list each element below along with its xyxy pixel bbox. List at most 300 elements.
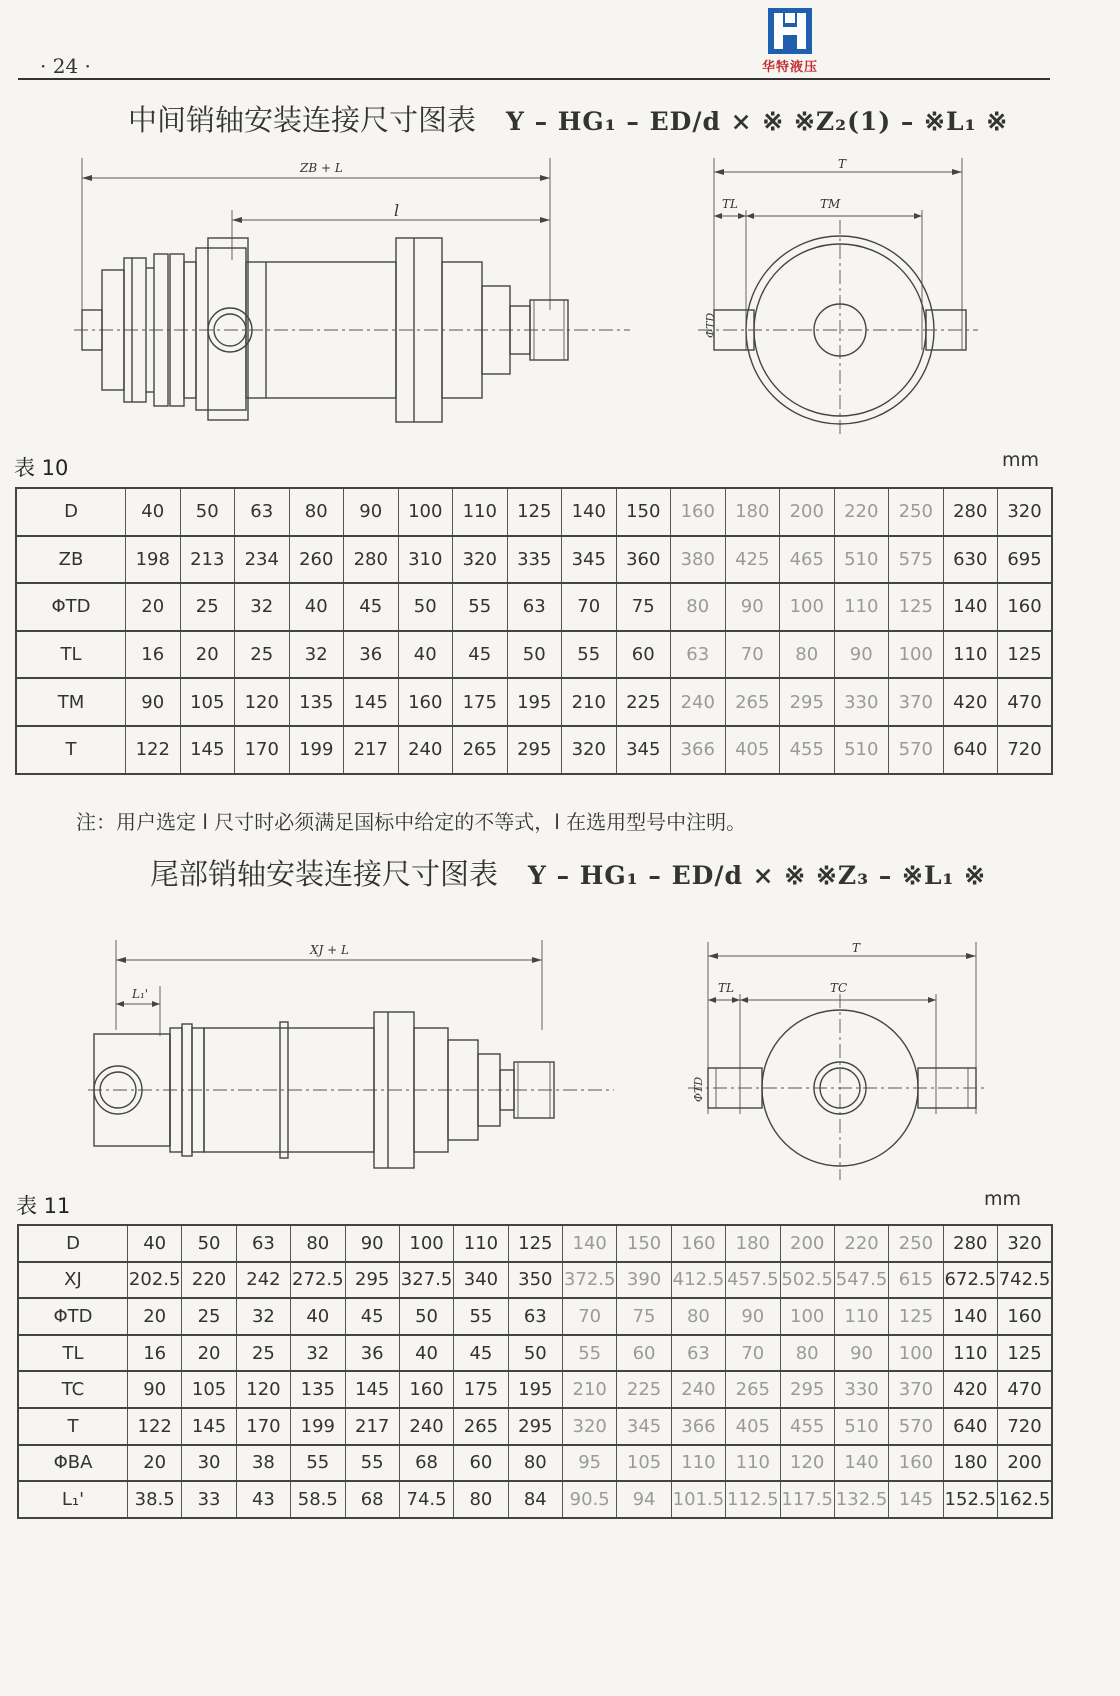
table-cell: 125 [998, 1335, 1053, 1372]
logo-text: 华特液压 [761, 60, 818, 75]
table-cell: 40 [289, 583, 344, 631]
table-cell: 420 [943, 1371, 997, 1408]
table-cell: 80 [508, 1445, 562, 1482]
table-cell: 32 [236, 1298, 290, 1335]
table-cell: 120 [780, 1445, 834, 1482]
table-cell: 25 [182, 1298, 236, 1335]
table-cell: 45 [454, 1335, 508, 1372]
table-cell: 63 [671, 631, 726, 679]
table-cell: 234 [235, 536, 290, 584]
table-cell: 210 [562, 678, 617, 726]
table-cell: 225 [616, 678, 671, 726]
table-cell: 240 [398, 726, 453, 774]
table-cell: 160 [398, 678, 453, 726]
table-cell: 280 [344, 536, 399, 584]
table-cell: 412.5 [671, 1262, 725, 1299]
table-cell: 320 [562, 726, 617, 774]
table-cell: 38 [236, 1445, 290, 1482]
table-cell: 55 [454, 1298, 508, 1335]
table-cell: 170 [235, 726, 290, 774]
table-cell: 320 [998, 488, 1053, 536]
table-cell: 213 [180, 536, 235, 584]
table-row [18, 1371, 1052, 1408]
table-cell: 32 [235, 583, 290, 631]
table-cell: 198 [126, 536, 181, 584]
table-cell: 340 [454, 1262, 508, 1299]
table-cell: 117.5 [780, 1481, 834, 1518]
row-header: XJ [18, 1262, 128, 1299]
table-cell: 100 [889, 631, 944, 679]
table-cell: 345 [562, 536, 617, 584]
table-cell: 63 [236, 1225, 290, 1262]
table10 [15, 487, 1053, 775]
table-cell: 470 [998, 1371, 1053, 1408]
table-cell: 50 [182, 1225, 236, 1262]
table-cell: 695 [998, 536, 1053, 584]
table-cell: 100 [399, 1225, 453, 1262]
dim-l-label: l [394, 201, 400, 220]
table-cell: 160 [889, 1445, 943, 1482]
table-cell: 470 [998, 678, 1053, 726]
table-cell: 310 [398, 536, 453, 584]
table-cell: 366 [671, 726, 726, 774]
table-cell: 160 [671, 488, 726, 536]
table-cell: 180 [943, 1445, 997, 1482]
table-cell: 200 [780, 1225, 834, 1262]
table-cell: 200 [780, 488, 835, 536]
table-cell: 510 [834, 1408, 888, 1445]
table-cell: 320 [998, 1225, 1053, 1262]
table-cell: 640 [943, 726, 998, 774]
table-cell: 20 [128, 1298, 182, 1335]
table-cell: 132.5 [834, 1481, 888, 1518]
table-cell: 160 [671, 1225, 725, 1262]
table-cell: 327.5 [399, 1262, 453, 1299]
table-cell: 240 [671, 1371, 725, 1408]
row-header: ΦTD [18, 1298, 128, 1335]
table-cell: 25 [236, 1335, 290, 1372]
table-cell: 320 [563, 1408, 617, 1445]
table-cell: 80 [780, 631, 835, 679]
table-cell: 110 [454, 1225, 508, 1262]
table-cell: 135 [291, 1371, 345, 1408]
table-cell: 32 [289, 631, 344, 679]
table-cell: 16 [126, 631, 181, 679]
table-cell: 210 [563, 1371, 617, 1408]
table-cell: 272.5 [291, 1262, 345, 1299]
table-cell: 33 [182, 1481, 236, 1518]
table-cell: 199 [291, 1408, 345, 1445]
table-cell: 345 [616, 726, 671, 774]
table-cell: 615 [889, 1262, 943, 1299]
table-cell: 260 [289, 536, 344, 584]
table-cell: 672.5 [943, 1262, 997, 1299]
row-header: L₁' [18, 1481, 128, 1518]
table-cell: 32 [291, 1335, 345, 1372]
table-cell: 195 [507, 678, 562, 726]
table-cell: 90 [834, 1335, 888, 1372]
table-cell: 372.5 [563, 1262, 617, 1299]
table-cell: 100 [780, 1298, 834, 1335]
table-cell: 140 [943, 1298, 997, 1335]
table-cell: 180 [726, 1225, 780, 1262]
table-cell: 16 [128, 1335, 182, 1372]
table-cell: 68 [345, 1481, 399, 1518]
table-cell: 105 [617, 1445, 671, 1482]
table-cell: 110 [834, 583, 889, 631]
table-cell: 370 [889, 1371, 943, 1408]
table-cell: 202.5 [128, 1262, 182, 1299]
table-cell: 220 [834, 488, 889, 536]
table-cell: 90 [128, 1371, 182, 1408]
table-cell: 160 [399, 1371, 453, 1408]
table-cell: 110 [943, 631, 998, 679]
table-cell: 20 [180, 631, 235, 679]
table-cell: 265 [725, 678, 780, 726]
table-cell: 100 [889, 1335, 943, 1372]
table-cell: 100 [780, 583, 835, 631]
table-cell: 150 [616, 488, 671, 536]
table-cell: 320 [453, 536, 508, 584]
table-cell: 95 [563, 1445, 617, 1482]
table-row [18, 1335, 1052, 1372]
table-cell: 420 [943, 678, 998, 726]
table-cell: 120 [235, 678, 290, 726]
row-header: TL [16, 631, 126, 679]
table-cell: 38.5 [128, 1481, 182, 1518]
table-row [18, 1481, 1052, 1518]
header-rule [18, 78, 1050, 80]
table-cell: 25 [235, 631, 290, 679]
table-cell: 25 [180, 583, 235, 631]
table-cell: 720 [998, 1408, 1053, 1445]
table-cell: 175 [454, 1371, 508, 1408]
table-cell: 125 [889, 583, 944, 631]
table-row [16, 631, 1052, 679]
table-cell: 75 [617, 1298, 671, 1335]
dim-overall-label: ZB + L [300, 161, 343, 175]
table-cell: 295 [507, 726, 562, 774]
table-cell: 455 [780, 726, 835, 774]
table-cell: 125 [508, 1225, 562, 1262]
table-cell: 90 [345, 1225, 399, 1262]
table-row [16, 678, 1052, 726]
table-cell: 20 [126, 583, 181, 631]
row-header: T [18, 1408, 128, 1445]
table-cell: 50 [507, 631, 562, 679]
table-cell: 217 [345, 1408, 399, 1445]
table-cell: 335 [507, 536, 562, 584]
table-cell: 630 [943, 536, 998, 584]
table-row [18, 1225, 1052, 1262]
table-cell: 280 [943, 1225, 997, 1262]
section1-title-text: 中间销轴安装连接尺寸图表 [128, 103, 477, 137]
table-cell: 20 [182, 1335, 236, 1372]
row-header: TC [18, 1371, 128, 1408]
table-cell: 80 [671, 1298, 725, 1335]
table-cell: 60 [454, 1445, 508, 1482]
table-cell: 60 [616, 631, 671, 679]
row-header: ZB [16, 536, 126, 584]
table-cell: 280 [943, 488, 998, 536]
row-header: ΦBA [18, 1445, 128, 1482]
table-cell: 145 [344, 678, 399, 726]
dim-L1-label: L₁' [132, 987, 149, 1001]
table-cell: 90 [726, 1298, 780, 1335]
table-cell: 63 [671, 1335, 725, 1372]
table-row [18, 1445, 1052, 1482]
table-cell: 75 [616, 583, 671, 631]
table-row [18, 1298, 1052, 1335]
table-cell: 55 [563, 1335, 617, 1372]
section2-model-code: Y – HG₁ – ED/d × ※ ※Z₃ – ※L₁ ※ [528, 861, 987, 890]
table-cell: 720 [998, 726, 1053, 774]
table-cell: 80 [289, 488, 344, 536]
row-header: ΦTD [16, 583, 126, 631]
table-cell: 265 [454, 1408, 508, 1445]
table-cell: 58.5 [291, 1481, 345, 1518]
table11-unit: mm [984, 1188, 1022, 1210]
table-cell: 45 [453, 631, 508, 679]
table-cell: 742.5 [998, 1262, 1053, 1299]
table-cell: 240 [671, 678, 726, 726]
table-cell: 265 [453, 726, 508, 774]
table-cell: 40 [126, 488, 181, 536]
table-cell: 145 [182, 1408, 236, 1445]
table-cell: 50 [180, 488, 235, 536]
table-cell: 45 [344, 583, 399, 631]
table-cell: 70 [726, 1335, 780, 1372]
table-cell: 80 [454, 1481, 508, 1518]
table-cell: 140 [943, 583, 998, 631]
footnote: 注：用户选定 l 尺寸时必须满足国标中给定的不等式，l 在选用型号中注明。 [76, 810, 747, 834]
section2-end-view-drawing [680, 934, 990, 1184]
table-cell: 55 [562, 631, 617, 679]
table-cell: 55 [453, 583, 508, 631]
table-cell: 199 [289, 726, 344, 774]
row-header: D [16, 488, 126, 536]
table-cell: 170 [236, 1408, 290, 1445]
table-cell: 90 [344, 488, 399, 536]
table-cell: 105 [182, 1371, 236, 1408]
table-cell: 90 [725, 583, 780, 631]
table-cell: 43 [236, 1481, 290, 1518]
table-cell: 122 [126, 726, 181, 774]
table10-label: 表 10 [14, 456, 69, 480]
table-cell: 110 [726, 1445, 780, 1482]
table-cell: 242 [236, 1262, 290, 1299]
table-cell: 152.5 [943, 1481, 997, 1518]
dim-TL2-label: TL [718, 981, 734, 995]
table-cell: 125 [507, 488, 562, 536]
table-cell: 63 [508, 1298, 562, 1335]
table-cell: 70 [725, 631, 780, 679]
table-row [16, 536, 1052, 584]
page-number: · 24 · [40, 54, 91, 78]
table-cell: 74.5 [399, 1481, 453, 1518]
table-cell: 90 [834, 631, 889, 679]
dim-TC-label: TC [830, 981, 848, 995]
table-cell: 36 [345, 1335, 399, 1372]
table-cell: 295 [780, 678, 835, 726]
table-cell: 125 [998, 631, 1053, 679]
table11 [17, 1224, 1053, 1519]
table-cell: 250 [889, 1225, 943, 1262]
dim-T-label: T [838, 157, 847, 171]
table-cell: 90.5 [563, 1481, 617, 1518]
section2-title-text: 尾部销轴安装连接尺寸图表 [150, 857, 499, 891]
table-row [16, 726, 1052, 774]
table-row [16, 488, 1052, 536]
table-cell: 45 [345, 1298, 399, 1335]
table-cell: 455 [780, 1408, 834, 1445]
table-cell: 570 [889, 1408, 943, 1445]
table-cell: 295 [780, 1371, 834, 1408]
table-cell: 510 [834, 536, 889, 584]
table-cell: 162.5 [998, 1481, 1053, 1518]
table-cell: 30 [182, 1445, 236, 1482]
table-cell: 405 [725, 726, 780, 774]
table-cell: 120 [236, 1371, 290, 1408]
table-cell: 220 [834, 1225, 888, 1262]
dim-TL-label: TL [722, 197, 738, 211]
table-cell: 110 [453, 488, 508, 536]
logo-h-icon [768, 8, 812, 54]
row-header: T [16, 726, 126, 774]
table-cell: 330 [834, 1371, 888, 1408]
table-cell: 100 [398, 488, 453, 536]
table-cell: 345 [617, 1408, 671, 1445]
table-cell: 425 [725, 536, 780, 584]
table-cell: 250 [889, 488, 944, 536]
section1-end-view-drawing [690, 150, 980, 440]
table-cell: 150 [617, 1225, 671, 1262]
table-cell: 94 [617, 1481, 671, 1518]
table-cell: 175 [453, 678, 508, 726]
table-cell: 502.5 [780, 1262, 834, 1299]
table-cell: 36 [344, 631, 399, 679]
table-cell: 225 [617, 1371, 671, 1408]
table-cell: 640 [943, 1408, 997, 1445]
table-row [18, 1408, 1052, 1445]
row-header: D [18, 1225, 128, 1262]
table-cell: 50 [399, 1298, 453, 1335]
table-cell: 135 [289, 678, 344, 726]
table-cell: 55 [345, 1445, 399, 1482]
table-cell: 112.5 [726, 1481, 780, 1518]
table-cell: 265 [726, 1371, 780, 1408]
table-cell: 50 [508, 1335, 562, 1372]
dim-TD-label: ΦTD [704, 312, 717, 338]
table-cell: 70 [563, 1298, 617, 1335]
dim-overall2-label: XJ + L [310, 943, 350, 957]
table-cell: 295 [508, 1408, 562, 1445]
table-cell: 40 [398, 631, 453, 679]
table-cell: 140 [562, 488, 617, 536]
table-cell: 160 [998, 1298, 1053, 1335]
table-cell: 575 [889, 536, 944, 584]
table11-label: 表 11 [16, 1194, 71, 1218]
table-cell: 90 [126, 678, 181, 726]
table-cell: 55 [291, 1445, 345, 1482]
table-cell: 63 [235, 488, 290, 536]
table-cell: 510 [834, 726, 889, 774]
row-header: TL [18, 1335, 128, 1372]
dim-T2-label: T [852, 941, 861, 955]
table-cell: 125 [889, 1298, 943, 1335]
section2-title [150, 852, 986, 893]
table-cell: 200 [998, 1445, 1053, 1482]
section1-title [128, 98, 1008, 139]
table-cell: 240 [399, 1408, 453, 1445]
dim-TD2-label: ΦTD [692, 1076, 705, 1102]
table-cell: 80 [780, 1335, 834, 1372]
row-header: TM [16, 678, 126, 726]
table-cell: 360 [616, 536, 671, 584]
table-cell: 366 [671, 1408, 725, 1445]
table-cell: 370 [889, 678, 944, 726]
section2-side-view-drawing [84, 930, 624, 1180]
table-cell: 547.5 [834, 1262, 888, 1299]
table-cell: 40 [399, 1335, 453, 1372]
table-cell: 110 [834, 1298, 888, 1335]
table-cell: 145 [180, 726, 235, 774]
table-cell: 84 [508, 1481, 562, 1518]
table-cell: 457.5 [726, 1262, 780, 1299]
table-cell: 80 [671, 583, 726, 631]
table-cell: 217 [344, 726, 399, 774]
table-cell: 350 [508, 1262, 562, 1299]
section1-side-view-drawing [70, 150, 630, 440]
table-cell: 405 [726, 1408, 780, 1445]
table-cell: 295 [345, 1262, 399, 1299]
table-cell: 465 [780, 536, 835, 584]
table-cell: 40 [291, 1298, 345, 1335]
table-row [16, 583, 1052, 631]
table-cell: 570 [889, 726, 944, 774]
table-cell: 195 [508, 1371, 562, 1408]
table-cell: 80 [291, 1225, 345, 1262]
table-cell: 140 [834, 1445, 888, 1482]
company-logo [760, 8, 820, 75]
table-cell: 380 [671, 536, 726, 584]
table-cell: 101.5 [671, 1481, 725, 1518]
table-cell: 122 [128, 1408, 182, 1445]
table-cell: 63 [507, 583, 562, 631]
table-cell: 68 [399, 1445, 453, 1482]
table-cell: 160 [998, 583, 1053, 631]
table-cell: 145 [889, 1481, 943, 1518]
table-cell: 330 [834, 678, 889, 726]
table-cell: 110 [943, 1335, 997, 1372]
table-cell: 60 [617, 1335, 671, 1372]
table-cell: 140 [563, 1225, 617, 1262]
table-cell: 40 [128, 1225, 182, 1262]
table-cell: 220 [182, 1262, 236, 1299]
dim-TM-label: TM [820, 197, 841, 211]
section1-model-code: Y – HG₁ – ED/d × ※ ※Z₂(1) – ※L₁ ※ [506, 107, 1009, 136]
table-cell: 50 [398, 583, 453, 631]
table-cell: 105 [180, 678, 235, 726]
table10-unit: mm [1002, 449, 1040, 471]
table-cell: 145 [345, 1371, 399, 1408]
table-cell: 390 [617, 1262, 671, 1299]
table-row [18, 1262, 1052, 1299]
table-cell: 20 [128, 1445, 182, 1482]
table-cell: 180 [725, 488, 780, 536]
table-cell: 110 [671, 1445, 725, 1482]
table-cell: 70 [562, 583, 617, 631]
